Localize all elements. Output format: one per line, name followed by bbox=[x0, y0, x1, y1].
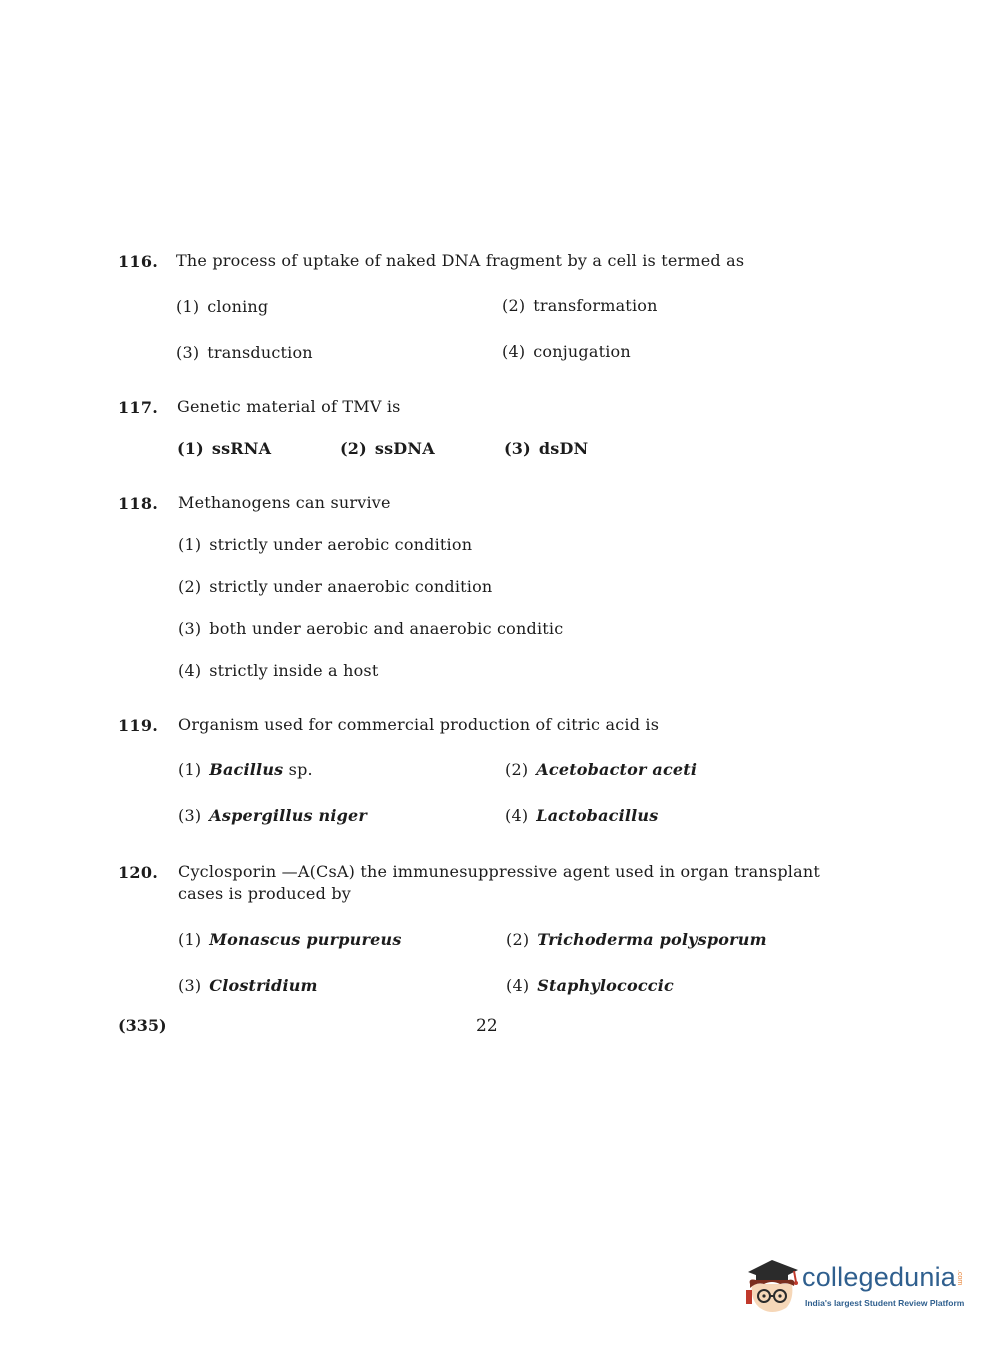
option-text: strictly inside a host bbox=[209, 661, 379, 680]
question-119-option-4 bbox=[505, 806, 658, 825]
question-120-text: Cyclosporin —A(CsA) the immunesuppressive agent used in organ transplant cases is produced by bbox=[178, 862, 820, 903]
option-text: Monascus purpureus bbox=[209, 930, 402, 949]
option-text: strictly under anaerobic condition bbox=[209, 577, 493, 596]
option-text: transduction bbox=[207, 343, 313, 362]
question-118-text: Methanogens can survive bbox=[178, 493, 391, 512]
question-118-option-2 bbox=[178, 577, 492, 596]
option-number: (4) bbox=[506, 976, 530, 995]
question-118-number: 118. bbox=[118, 494, 159, 513]
option-text: ssRNA bbox=[211, 439, 272, 458]
option-text: Bacillus bbox=[209, 760, 284, 779]
question-120-number: 120. bbox=[118, 863, 159, 882]
question-116-option-3 bbox=[176, 343, 313, 362]
option-number: (4) bbox=[505, 806, 529, 825]
option-number: (1) bbox=[178, 760, 202, 779]
option-number: (4) bbox=[502, 342, 526, 361]
page-number: 22 bbox=[476, 1016, 498, 1036]
option-text: Clostridium bbox=[209, 976, 318, 995]
question-119-option-1 bbox=[178, 760, 313, 779]
option-text: strictly under aerobic condition bbox=[209, 535, 473, 554]
option-text: transformation bbox=[533, 296, 658, 315]
question-120-option-1 bbox=[178, 930, 402, 949]
paper-code: (335) bbox=[118, 1016, 167, 1035]
question-119-option-3 bbox=[178, 806, 367, 825]
question-116-option-2 bbox=[502, 296, 658, 315]
question-116-option-4 bbox=[502, 342, 631, 361]
option-number: (2) bbox=[340, 439, 367, 458]
option-text: Aspergillus niger bbox=[209, 806, 368, 825]
question-116-number: 116. bbox=[118, 252, 159, 271]
question-118-option-1 bbox=[178, 535, 472, 554]
question-120-option-4 bbox=[506, 976, 674, 995]
collegedunia-logo bbox=[742, 1250, 972, 1320]
question-117-text: Genetic material of TMV is bbox=[177, 397, 401, 416]
option-number: (3) bbox=[178, 619, 202, 638]
option-text: cloning bbox=[207, 297, 269, 316]
option-number: (2) bbox=[502, 296, 526, 315]
option-number: (3) bbox=[504, 439, 531, 458]
question-117-option-3 bbox=[504, 439, 588, 458]
option-number: (2) bbox=[178, 577, 202, 596]
question-117-option-1 bbox=[177, 439, 271, 458]
option-text: ssDNA bbox=[374, 439, 435, 458]
question-119-text: Organism used for commercial production of citric acid is bbox=[178, 715, 660, 734]
question-120-option-3 bbox=[178, 976, 318, 995]
question-119-number: 119. bbox=[118, 716, 159, 735]
question-118-option-3 bbox=[178, 619, 563, 638]
option-number: (3) bbox=[178, 976, 202, 995]
option-suffix: sp. bbox=[283, 760, 313, 779]
option-number: (1) bbox=[177, 439, 204, 458]
option-number: (3) bbox=[178, 806, 202, 825]
option-text: dsDN bbox=[538, 439, 589, 458]
logo-name: collegedunia bbox=[802, 1262, 957, 1292]
option-text: Lactobacillus bbox=[536, 806, 659, 825]
question-117-option-2 bbox=[340, 439, 435, 458]
logo-tagline: India's largest Student Review Platform bbox=[805, 1298, 965, 1308]
option-text: Staphylococcic bbox=[537, 976, 674, 995]
option-text: both under aerobic and anaerobic conditic bbox=[209, 619, 564, 638]
logo-tld: .com bbox=[956, 1270, 963, 1286]
option-text: Trichoderma polysporum bbox=[537, 930, 767, 949]
question-117-number: 117. bbox=[118, 398, 159, 417]
option-number: (2) bbox=[505, 760, 529, 779]
question-119-option-2 bbox=[505, 760, 697, 779]
option-number: (1) bbox=[178, 930, 202, 949]
question-116-text: The process of uptake of naked DNA fragment by a cell is termed as bbox=[176, 251, 745, 270]
option-number: (2) bbox=[506, 930, 530, 949]
option-number: (1) bbox=[176, 297, 200, 316]
option-number: (1) bbox=[178, 535, 202, 554]
mascot-icon bbox=[742, 1250, 802, 1316]
question-118-option-4 bbox=[178, 661, 378, 680]
option-text: Acetobactor aceti bbox=[536, 760, 698, 779]
option-number: (4) bbox=[178, 661, 202, 680]
option-text: conjugation bbox=[533, 342, 631, 361]
option-number: (3) bbox=[176, 343, 200, 362]
question-116-option-1 bbox=[176, 297, 268, 316]
question-120-option-2 bbox=[506, 930, 767, 949]
